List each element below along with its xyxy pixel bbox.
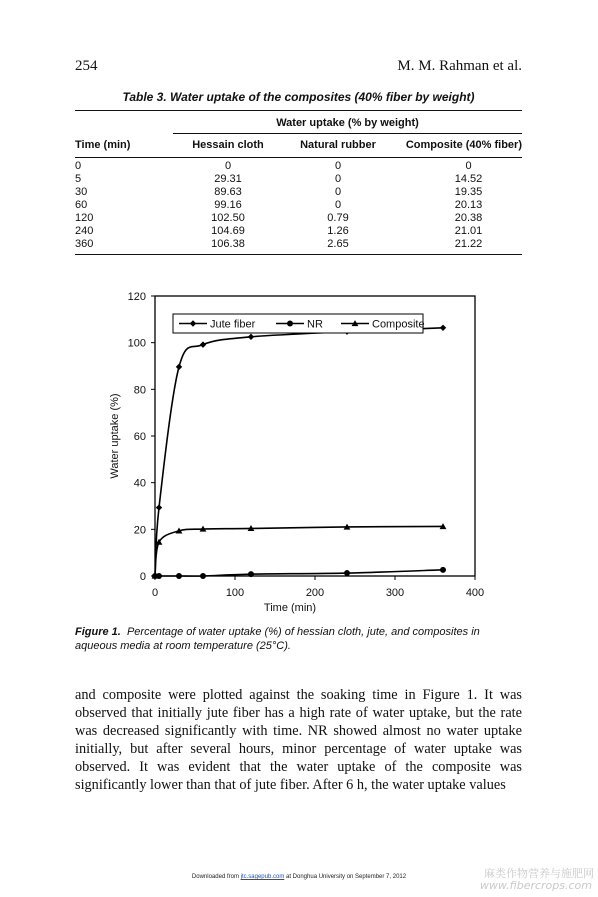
x-tick-label: 300 xyxy=(385,587,405,599)
data-point xyxy=(200,573,206,579)
cell-time: 240 xyxy=(75,225,94,237)
y-tick-label: 60 xyxy=(133,431,146,443)
column-header-hessain-cloth: Hessain cloth xyxy=(173,134,283,158)
y-tick-label: 0 xyxy=(139,571,146,583)
cell-rubber: 0 xyxy=(334,186,342,198)
cell-rubber: 1.26 xyxy=(327,225,349,237)
cell-rubber: 0 xyxy=(334,160,342,172)
data-point xyxy=(344,570,350,576)
cell-time: 30 xyxy=(75,186,88,198)
series-line-0 xyxy=(155,328,443,576)
data-point xyxy=(440,567,446,573)
cell-rubber: 0.79 xyxy=(327,212,349,224)
table-group-header: Water uptake (% by weight) xyxy=(173,117,522,134)
cell-time: 5 xyxy=(75,173,82,185)
legend-label: Composite xyxy=(372,318,425,331)
cell-hessain: 89.63 xyxy=(214,186,242,198)
cell-time: 0 xyxy=(75,160,82,172)
cell-hessain: 104.69 xyxy=(211,225,245,237)
column-header-time: Time (min) xyxy=(75,134,173,158)
cell-composite: 0 xyxy=(465,160,472,172)
figure-caption xyxy=(75,625,525,653)
watermark-chinese: 麻类作物营养与施肥网 xyxy=(484,867,594,880)
y-tick-label: 100 xyxy=(127,337,146,350)
data-point xyxy=(440,325,446,331)
cell-composite: 14.52 xyxy=(454,173,483,185)
cell-rubber: 0 xyxy=(334,173,342,185)
y-tick-label: 40 xyxy=(133,477,146,490)
legend-label: Jute fiber xyxy=(210,318,256,331)
cell-composite: 20.38 xyxy=(454,212,483,224)
y-tick-label: 120 xyxy=(127,291,146,303)
data-point xyxy=(176,364,182,370)
footer-link[interactable]: jtc.sagepub.com xyxy=(240,874,285,880)
y-tick-label: 20 xyxy=(133,524,146,537)
cell-composite: 20.13 xyxy=(454,199,483,211)
cell-hessain: 102.50 xyxy=(211,212,245,224)
y-tick-label: 80 xyxy=(133,384,146,397)
cell-hessain: 0 xyxy=(224,160,232,172)
cell-hessain: 29.31 xyxy=(214,173,242,185)
x-tick-label: 0 xyxy=(151,587,159,599)
body-paragraph: and composite were plotted against the soaking time in Figure 1. It was observed that initially jute fiber has a high rate of water uptake, but the rate was decreased significantly with time. NR showed almost no water uptake initially, but after several hours, minor percentage of water uptake was observed. It was evident that the water uptake of the composite was significantly lower than that of jute fiber. After 6 h, the water uptake values xyxy=(75,687,522,793)
data-point xyxy=(248,571,254,577)
series-line-2 xyxy=(155,526,443,576)
x-tick-label: 200 xyxy=(305,587,325,599)
x-tick-label: 100 xyxy=(225,587,245,599)
data-point xyxy=(176,573,182,579)
running-header-authors: M. M. Rahman et al. xyxy=(397,58,522,74)
cell-composite: 19.35 xyxy=(454,186,483,198)
x-axis-label: Time (min) xyxy=(263,602,317,614)
cell-rubber: 0 xyxy=(334,199,342,211)
cell-hessain: 106.38 xyxy=(173,238,283,255)
cell-hessain: 99.16 xyxy=(214,199,242,211)
column-header-composite: Composite (40% fiber) xyxy=(393,134,522,158)
page-number: 254 xyxy=(75,58,98,74)
column-header-natural-rubber: Natural rubber xyxy=(283,134,393,158)
cell-rubber: 2.65 xyxy=(283,238,393,255)
table-caption: Table 3. Water uptake of the composites (40% fiber by weight) xyxy=(122,90,475,104)
plot-frame xyxy=(155,296,475,576)
cell-time: 120 xyxy=(75,212,94,224)
legend-label: NR xyxy=(307,318,323,331)
x-tick-label: 400 xyxy=(465,587,485,599)
footer-suffix: at Donghua University on September 7, 2012 xyxy=(286,874,407,880)
footer-prefix: Downloaded from xyxy=(191,874,239,880)
cell-time: 60 xyxy=(75,199,88,211)
cell-time: 360 xyxy=(75,238,173,255)
data-point xyxy=(200,341,206,347)
data-point xyxy=(248,334,254,340)
figure-caption-label: Figure 1. xyxy=(75,626,121,638)
cell-composite: 21.22 xyxy=(393,238,522,255)
cell-composite: 21.01 xyxy=(454,225,483,237)
data-point xyxy=(156,504,162,510)
legend-marker xyxy=(287,321,293,327)
series-line-1 xyxy=(155,570,443,576)
figure-caption-text: Percentage of water uptake (%) of hessian cloth, jute, and composites in aqueous media at room temperature (25°C). xyxy=(75,626,480,652)
watermark-url: www.fibercrops.com xyxy=(479,879,592,892)
y-axis-label: Water uptake (%) xyxy=(109,393,121,479)
